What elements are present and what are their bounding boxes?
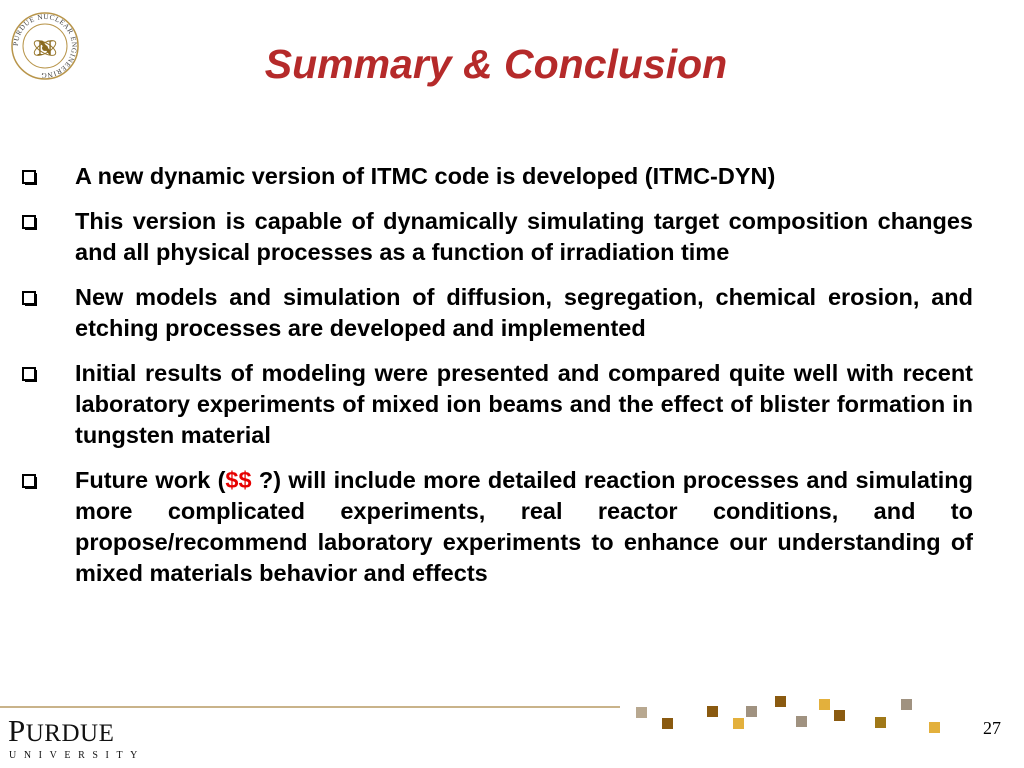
bullet-text: A new dynamic version of ITMC code is developed (ITMC-DYN) <box>75 163 776 189</box>
bullet-text: This version is capable of dynamically simulating target composition changes and all physical processes as a function of irradiation time <box>75 208 973 265</box>
decor-square <box>929 722 940 733</box>
decor-square <box>796 716 807 727</box>
bullet-text: New models and simulation of diffusion, segregation, chemical erosion, and etching processes are developed and implemented <box>75 284 973 341</box>
decor-square <box>819 699 830 710</box>
decor-square <box>746 706 757 717</box>
university-wordmark: UNIVERSITY <box>9 750 145 761</box>
decor-square <box>733 718 744 729</box>
purdue-wordmark: PURDUE <box>8 713 115 748</box>
decor-square <box>834 710 845 721</box>
page-title: Summary & Conclusion <box>264 41 728 87</box>
bullet-text-after: ?) will include more detailed reaction processes and simulating more complicated experiments, real reactor conditions, and to propose/recommend laboratory experiments to enhance our understanding of mixed materials behavior and effects <box>75 467 973 586</box>
decor-square <box>875 717 886 728</box>
decor-square <box>901 699 912 710</box>
bullet-text-before: Future work ( <box>75 467 226 493</box>
decor-square <box>662 718 673 729</box>
decor-square <box>707 706 718 717</box>
seal-letter: N <box>37 35 53 60</box>
seal-ring-text: PURDUE NUCLEAR ENGINEERING <box>11 12 79 80</box>
decor-square <box>636 707 647 718</box>
decor-square <box>775 696 786 707</box>
bullet-text: Initial results of modeling were presented and compared quite well with recent laboratory experiments of mixed ion beams and the effect of blister formation in tungsten material <box>75 360 973 448</box>
page-number: 27 <box>983 718 1001 738</box>
highlight-text: $$ <box>225 467 252 493</box>
